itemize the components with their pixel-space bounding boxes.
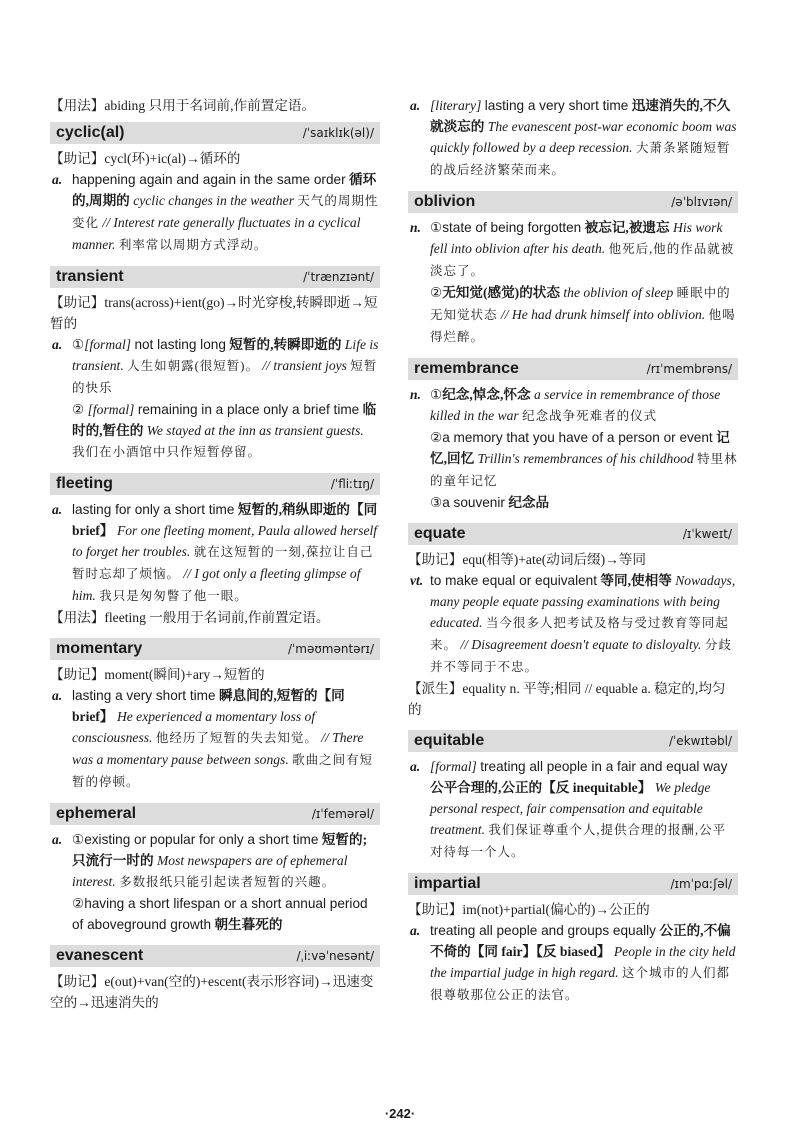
part-of-speech: vt. (410, 573, 424, 588)
pronunciation: /rɪˈmembrəns/ (646, 362, 732, 376)
example-translation: 特里林的童年记忆 (430, 452, 738, 488)
definition-zh: 短暂的,转瞬即逝的 (229, 337, 342, 352)
definition-zh: 朝生暮死的 (214, 917, 283, 932)
definition-zh: 纪念,悼念,怀念 (442, 387, 531, 402)
sub-sense (430, 427, 738, 492)
sub-sense (72, 399, 380, 463)
definition-en: state of being forgotten (442, 220, 582, 235)
entry-equate (408, 523, 738, 720)
part-of-speech: a. (410, 98, 421, 113)
pronunciation: /ˌiːvəˈnesənt/ (296, 949, 374, 963)
entry-remembrance (408, 358, 738, 513)
example: Life is transient. (72, 337, 379, 373)
mnemonic: 【助记】moment(瞬间)+ary→短暂的 (50, 667, 265, 682)
example-translation: 这个城市的人们都很尊敬那位公正的法官。 (430, 966, 730, 1002)
example-translation: 他经历了短暂的失去知觉。 (155, 731, 318, 745)
definition-en: lasting for only a short time (72, 502, 235, 517)
sense-marker: ① (72, 832, 85, 847)
example-translation: 天气的周期性变化 (72, 194, 379, 230)
example: Most newspapers are of ephemeral interest. (72, 853, 348, 889)
example: For one fleeting moment, Paula allowed herself to forget her troubles. (72, 523, 378, 559)
headword: fleeting (56, 475, 113, 492)
example-translation: 多数报纸只能引起读者短暂的兴趣。 (119, 875, 336, 889)
example-translation: 就在这短暂的一刻,葆拉让自己暂时忘却了烦恼。 (72, 545, 374, 581)
derived-forms: 【派生】equality n. 平等;相同 // equable a. 稳定的,均匀的 (408, 681, 726, 717)
sense (50, 685, 380, 793)
definition-en: lasting a very short time (484, 98, 629, 113)
sense-marker: ① (430, 387, 443, 402)
mnemonic: 【助记】trans(across)+ient(go)→时光穿梭,转瞬即逝→短暂的 (50, 295, 378, 331)
definition-en: happening again and again in the same order (72, 172, 346, 187)
example: He experienced a momentary loss of consciousness. (72, 709, 316, 745)
headword-bar (50, 945, 380, 967)
pronunciation: /ˈtrænzɪənt/ (303, 270, 374, 284)
part-of-speech: a. (52, 337, 63, 352)
usage-note: 【用法】fleeting 一般用于名词前,作前置定语。 (50, 610, 330, 625)
definition-en: to make equal or equivalent (430, 573, 598, 588)
definition-en: not lasting long (134, 337, 226, 352)
sense-marker: ② (430, 430, 443, 445)
headword-bar (50, 638, 380, 660)
example-translation: 我们保证尊重个人,提供合理的报酬,公平对待每一个人。 (430, 823, 727, 859)
example: // transient joys (262, 358, 347, 373)
example: We pledge personal respect, fair compensation and equitable treatment. (430, 780, 711, 837)
headword: ephemeral (56, 805, 137, 822)
sense-marker: ② (430, 285, 443, 300)
definition-zh: 短暂的,稍纵即逝的 (237, 502, 351, 517)
pronunciation: /ɪˈkweɪt/ (682, 527, 732, 541)
headword: impartial (414, 875, 481, 892)
example: cyclic changes in the weather (133, 193, 294, 208)
definition-zh: 公正的,不偏不倚的 (430, 923, 731, 959)
sense (408, 384, 738, 513)
antonym: 【反 inequitable】 (542, 780, 652, 795)
right-column (408, 95, 738, 1016)
pronunciation: /ˈməʊməntərɪ/ (287, 642, 374, 656)
register-label: [formal] (430, 759, 477, 774)
example-translation: 睡眠中的无知觉状态 (430, 286, 731, 322)
entry-fleeting (50, 473, 380, 628)
example-translation: 纪念战争死难者的仪式 (522, 409, 658, 423)
entry-cyclic (50, 122, 380, 256)
headword: cyclic(al) (56, 124, 125, 141)
sense-marker: ③ (430, 495, 443, 510)
definition-en: lasting a very short time (72, 688, 216, 703)
example: His work fell into oblivion after his death. (430, 220, 723, 256)
definition-zh: 纪念品 (508, 495, 550, 510)
sense (408, 756, 738, 863)
headword-bar (408, 873, 738, 895)
mnemonic: 【助记】equ(相等)+ate(动词后缀)→等同 (408, 552, 646, 567)
headword: evanescent (56, 947, 144, 964)
part-of-speech: a. (410, 759, 421, 774)
example-translation: 当今很多人把考试及格与受过教育等同起来。 (430, 616, 729, 652)
headword: equitable (414, 732, 485, 749)
sense (50, 334, 380, 463)
synonym: 【同 brief】 (72, 502, 378, 538)
sense-marker: ① (430, 220, 443, 235)
entry-impartial (408, 873, 738, 1006)
sub-sense (72, 893, 380, 935)
example: // There was a momentary pause between songs. (72, 730, 364, 767)
headword: equate (414, 525, 466, 542)
pronunciation: /ɪmˈpɑːʃəl/ (670, 877, 732, 891)
definition-zh: 瞬息间的,短暂的 (218, 688, 318, 703)
entry-evanescent (50, 945, 380, 1013)
mnemonic: 【助记】im(not)+partial(偏心的)→公正的 (408, 902, 650, 917)
definition-en: remaining in a place only a brief time (137, 402, 360, 417)
headword-bar (50, 266, 380, 288)
headword-bar (408, 730, 738, 752)
synonym: 【同 brief】 (72, 688, 345, 724)
example: the oblivion of sleep (563, 285, 674, 300)
entry-momentary (50, 638, 380, 793)
example-translation: 分歧并不等同于不忠。 (430, 638, 732, 674)
definition-zh: 循环的,周期的 (72, 172, 377, 208)
definition-zh: 临时的,暂住的 (72, 402, 377, 438)
example-translation: 短暂的快乐 (72, 359, 378, 395)
sense (408, 920, 738, 1006)
sense (50, 499, 380, 607)
pronunciation: /ˈekwɪtəbl/ (668, 734, 732, 748)
register-label: [formal] (84, 337, 132, 352)
definition-zh: 短暂的;只流行一时的 (72, 832, 368, 868)
pronunciation: /ˈsaɪklɪk(əl)/ (302, 126, 374, 140)
example: // Disagreement doesn't equate to disloyalty. (460, 637, 702, 652)
headword-bar (408, 358, 738, 380)
example: We stayed at the inn as transient guests. (146, 423, 364, 438)
entry-transient (50, 266, 380, 463)
definition-en: a memory that you have of a person or event (442, 430, 713, 445)
part-of-speech: a. (52, 172, 63, 187)
pronunciation: /əˈblɪvɪən/ (671, 195, 732, 209)
example-translation: 大萧条紧随短暂的战后经济繁荣而来。 (430, 141, 731, 177)
headword-bar (50, 803, 380, 825)
entry-oblivion (408, 191, 738, 348)
entry-ephemeral (50, 803, 380, 935)
example: People in the city held the impartial judge in high regard. (430, 944, 736, 980)
sense (50, 169, 380, 256)
example: Nowadays, many people equate passing examinations with being educated. (430, 573, 736, 630)
headword: remembrance (414, 360, 519, 377)
definition-zh: 等同,使相等 (600, 573, 672, 588)
headword-bar (408, 523, 738, 545)
pronunciation: /ˈfliːtɪŋ/ (330, 477, 374, 491)
definition-en: treating all people and groups equally (430, 923, 656, 938)
mnemonic: 【助记】e(out)+van(空的)+escent(表示形容词)→迅速变空的→迅速消失的 (50, 974, 374, 1010)
definition-zh: 公平合理的,公正的 (430, 780, 543, 795)
part-of-speech: a. (52, 688, 63, 703)
sense (408, 570, 738, 678)
definition-en: a souvenir (442, 495, 505, 510)
headword-bar (50, 473, 380, 495)
example: a service in remembrance of those killed in the war (430, 387, 721, 423)
headword: transient (56, 268, 124, 285)
sub-sense (430, 492, 738, 513)
example-translation: 他喝得烂醉。 (430, 308, 736, 344)
definition-zh: 记忆,回忆 (430, 430, 730, 466)
register-label: [literary] (430, 98, 482, 113)
synonym-antonym: 【同 fair】【反 biased】 (470, 944, 611, 959)
pronunciation: /ɪˈfemərəl/ (311, 807, 374, 821)
part-of-speech: a. (410, 923, 421, 938)
definition-zh: 迅速消失的,不久就淡忘的 (430, 98, 731, 134)
register-label: [formal] (87, 402, 135, 417)
example-translation: 他死后,他的作品就被淡忘了。 (430, 242, 735, 278)
part-of-speech: a. (52, 502, 63, 517)
page-number: ·242· (384, 1106, 416, 1121)
definition-zh: 无知觉(感觉)的状态 (442, 285, 560, 300)
example: The evanescent post-war economic boom was quickly followed by a deep recession. (430, 119, 737, 155)
left-column (50, 95, 380, 1023)
definition-en: existing or popular for only a short time (84, 832, 319, 847)
sense-marker: ② (72, 896, 85, 911)
definition-zh: 被忘记,被遗忘 (584, 220, 670, 235)
example-translation: 我只是匆匆瞥了他一眼。 (99, 589, 248, 603)
part-of-speech: n. (410, 387, 421, 402)
entry-evanescent-continued (408, 95, 738, 181)
example-translation: 人生如朝露(很短暂)。 (127, 359, 259, 373)
definition-en: having a short lifespan or a short annual period of aboveground growth (72, 896, 368, 932)
example: // Interest rate generally fluctuates in a cyclical manner. (72, 215, 361, 252)
headword: oblivion (414, 193, 476, 210)
example-translation: 歌曲之间有短暂的停顿。 (72, 753, 374, 789)
definition-en: treating all people in a fair and equal way (480, 759, 728, 774)
headword: momentary (56, 640, 143, 657)
part-of-speech: n. (410, 220, 421, 235)
mnemonic: 【助记】cycl(环)+ic(al)→循环的 (50, 151, 241, 166)
sense-marker: ② (72, 402, 85, 417)
sub-sense (430, 282, 738, 348)
example-translation: 我们在小酒馆中只作短暂停留。 (72, 445, 262, 459)
example-translation: 利率常以周期方式浮动。 (118, 238, 268, 252)
example: // I got only a fleeting glimpse of him. (72, 566, 361, 603)
example: // He had drunk himself into oblivion. (500, 307, 706, 322)
part-of-speech: a. (52, 832, 63, 847)
example: Trillin's remembrances of his childhood (477, 451, 694, 466)
headword-bar (50, 122, 380, 144)
sense (408, 95, 738, 181)
entry-equitable (408, 730, 738, 863)
abiding-usage-note: 【用法】abiding 只用于名词前,作前置定语。 (50, 98, 316, 113)
sense (408, 217, 738, 348)
sense (50, 829, 380, 935)
headword-bar (408, 191, 738, 213)
sense-marker: ① (72, 337, 85, 352)
